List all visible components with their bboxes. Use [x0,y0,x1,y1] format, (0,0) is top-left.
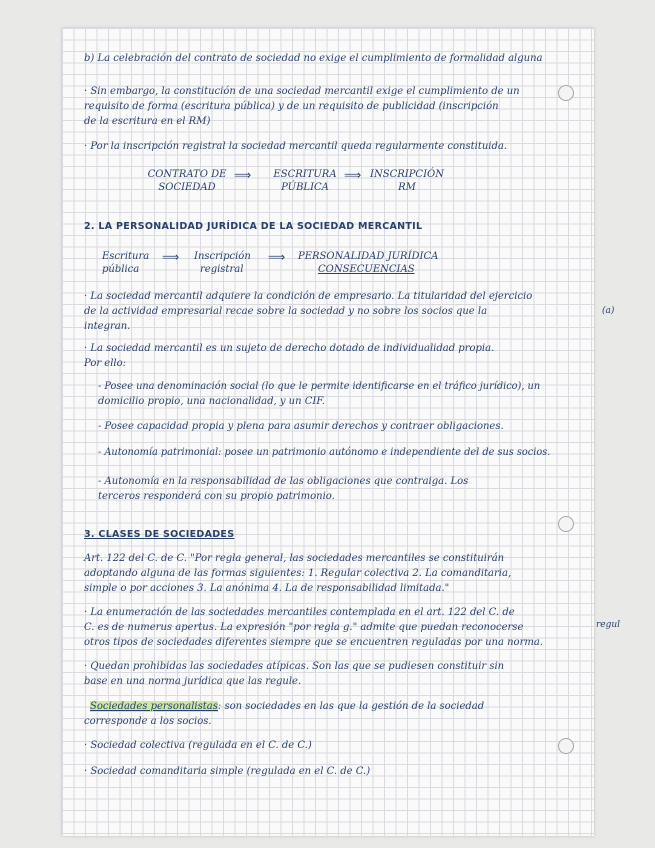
flow-box-deed: PÚBLICA [281,182,329,193]
note-line: - Autonomía patrimonial: posee un patrimonio autónomo e independiente del de sus socios. [98,447,551,458]
note-line: adoptando alguna de las formas siguientes: 1. Regular colectiva 2. La comanditaria, [84,568,512,579]
note-line: · La sociedad mercantil es un sujeto de derecho dotado de individualidad propia. [84,343,495,354]
note-line: domicilio propio, una nacionalidad, y un CIF. [98,396,325,407]
note-line: - Posee una denominación social (lo que le permite identificarse en el tráfico jurídico), un [98,381,541,392]
note-line: Art. 122 del C. de C. "Por regla general, las sociedades mercantiles se constituirán [84,553,505,564]
flow-box-legal-personality: PERSONALIDAD JURÍDICA [298,251,439,262]
flow-box-legal-personality: CONSECUENCIAS [318,264,415,275]
flow-box-registry: RM [398,182,416,193]
section-heading: 2. LA PERSONALIDAD JURÍDICA DE LA SOCIEDAD MERCANTIL [84,221,423,232]
note-line: de la actividad empresarial recae sobre la sociedad y no sobre los socios que la [84,306,488,317]
binder-hole [558,85,574,101]
note-line: requisito de forma (escritura pública) y de un requisito de publicidad (inscripción [84,101,499,112]
note-line: b) La celebración del contrato de sociedad no exige el cumplimiento de formalidad alguna [84,53,543,64]
flow-box-contract: SOCIEDAD [158,182,216,193]
note-text: : son sociedades en las que la gestión de la sociedad [217,701,485,712]
note-line: · La sociedad mercantil adquiere la condición de empresario. La titularidad del ejercicio [84,291,533,302]
note-line: · Sociedad comanditaria simple (regulada en el C. de C.) [84,766,371,777]
note-line: corresponde a los socios. [84,716,212,727]
arrow-icon: ⟹ [268,250,286,264]
note-line: · Quedan prohibidas las sociedades atípicas. Son las que se pudiesen constituir sin [84,661,505,672]
note-line: integran. [84,321,131,332]
flow-box-deed: ESCRITURA [273,169,337,180]
note-line: · Sin embargo, la constitución de una sociedad mercantil exige el cumplimiento de un [84,86,520,97]
flow-box-deed: pública [102,264,140,275]
note-line: terceros responderá con su propio patrimonio. [98,491,335,502]
note-line: Por ello: [84,358,127,369]
arrow-icon: ⟹ [162,250,180,264]
note-line: C. es de numerus apertus. La expresión "por regla g." admite que puedan reconocerse [84,622,524,633]
note-line: · La enumeración de las sociedades mercantiles contemplada en el art. 122 del C. de [84,607,515,618]
note-line: · Por la inscripción registral la sociedad mercantil queda regularmente constituida. [84,141,508,152]
binder-hole [558,738,574,754]
note-line: - Posee capacidad propia y plena para asumir derechos y contraer obligaciones. [98,421,504,432]
note-line: base en una norma jurídica que las regule. [84,676,302,687]
arrow-icon: ⟹ [234,168,252,182]
flow-box-registry: INSCRIPCIÓN [370,169,444,180]
flow-box-contract: CONTRATO DE [147,169,227,180]
arrow-icon: ⟹ [344,168,362,182]
flow-box-registration: Inscripción [194,251,251,262]
section-heading: 3. CLASES DE SOCIEDADES [84,529,235,540]
notebook-page [62,28,594,836]
margin-note: (a) [602,306,615,316]
highlighted-term: Sociedades personalistas [90,701,218,712]
flow-box-deed: Escritura [102,251,150,262]
note-line [90,700,484,713]
note-line: otros tipos de sociedades diferentes siempre que se encuentren reguladas por una norma. [84,637,543,648]
flow-box-registration: registral [200,264,244,275]
note-line: de la escritura en el RM) [84,116,211,127]
margin-note: regul [596,620,621,630]
note-line: · Sociedad colectiva (regulada en el C. de C.) [84,740,312,751]
binder-hole [558,516,574,532]
note-line: - Autonomía en la responsabilidad de las obligaciones que contraiga. Los [98,476,469,487]
note-line: simple o por acciones 3. La anónima 4. La de responsabilidad limitada." [84,583,450,594]
